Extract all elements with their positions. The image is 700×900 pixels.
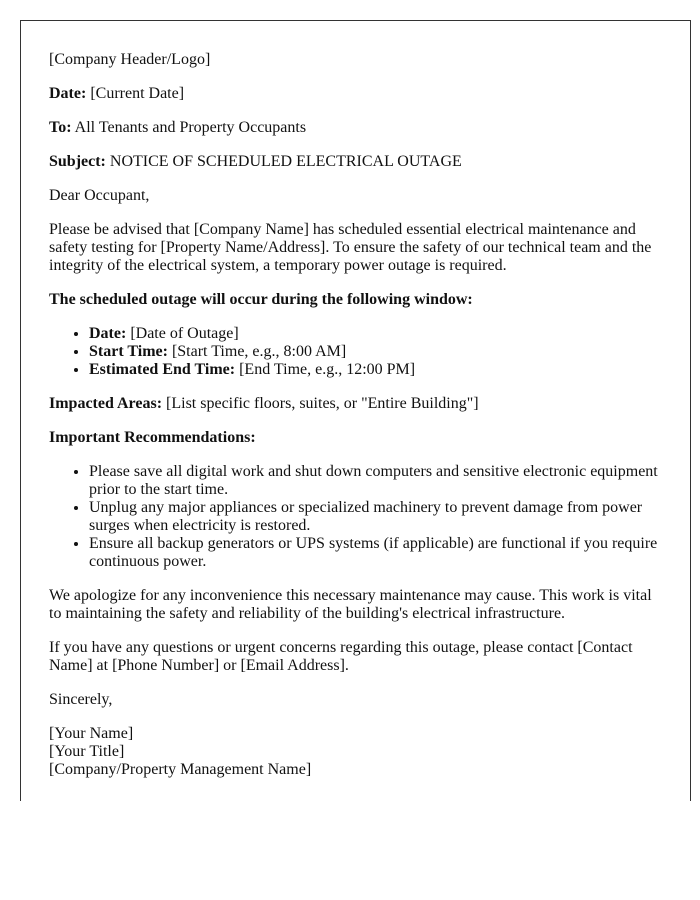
list-item: • Ensure all backup generators or UPS systems (if applicable) are functional if you require continuous power. [89, 535, 662, 571]
impacted-areas [49, 395, 662, 413]
company-header: [Company Header/Logo] [49, 51, 211, 68]
recommendations-list [49, 463, 662, 571]
window-heading [49, 291, 662, 309]
list-item: • Unplug any major appliances or specialized machinery to prevent damage from power surges when electricity is restored. [89, 499, 662, 535]
subject-line [49, 153, 662, 171]
impacted-value: [List specific floors, suites, or "Entire Building"] [166, 395, 479, 412]
greeting: Dear Occupant, [49, 187, 150, 204]
recommendations-heading-text: Important Recommendations: [49, 429, 256, 446]
window-heading-text: The scheduled outage will occur during the following window: [49, 291, 473, 308]
date-label: Date: [49, 85, 87, 102]
item-value: [Start Time, e.g., 8:00 AM] [171, 343, 347, 360]
signature-company: [Company/Property Management Name] [49, 761, 312, 778]
subject-value: NOTICE OF SCHEDULED ELECTRICAL OUTAGE [109, 153, 462, 170]
item-label: Estimated End Time: [89, 361, 236, 378]
recommendations-heading [49, 429, 662, 447]
signature-block [49, 725, 662, 779]
contact-paragraph: If you have any questions or urgent concerns regarding this outage, please contact [Contact Name] at [Phone Number] or [Email Address]. [49, 639, 633, 674]
apology-paragraph: We apologize for any inconvenience this necessary maintenance may cause. This work is vital to maintaining the safety and reliability of the building's electrical infrastructure. [49, 587, 652, 622]
item-label: Date: [89, 325, 127, 342]
to-value: All Tenants and Property Occupants [74, 119, 307, 136]
list-item [89, 361, 662, 379]
date-value: [Current Date] [90, 85, 185, 102]
intro-paragraph: Please be advised that [Company Name] has scheduled essential electrical maintenance and safety testing for [Property Name/Address]. To ensure the safety of our technical team and the integrity of the electrical system, a temporary power outage is required. [49, 221, 652, 274]
subject-label: Subject: [49, 153, 106, 170]
item-value: [Date of Outage] [130, 325, 239, 342]
item-value: [End Time, e.g., 12:00 PM] [239, 361, 416, 378]
outage-window-list [49, 325, 662, 379]
item-label: Start Time: [89, 343, 168, 360]
to-line [49, 119, 662, 137]
signature-name: [Your Name] [49, 725, 134, 742]
to-label: To: [49, 119, 72, 136]
impacted-label: Impacted Areas: [49, 395, 163, 412]
date-line [49, 85, 662, 103]
list-item [89, 343, 662, 361]
signature-title: [Your Title] [49, 743, 125, 760]
list-item [89, 325, 662, 343]
closing: Sincerely, [49, 691, 113, 708]
list-item: • Please save all digital work and shut down computers and sensitive electronic equipment prior to the start time. [89, 463, 662, 499]
letter-page [20, 20, 691, 801]
